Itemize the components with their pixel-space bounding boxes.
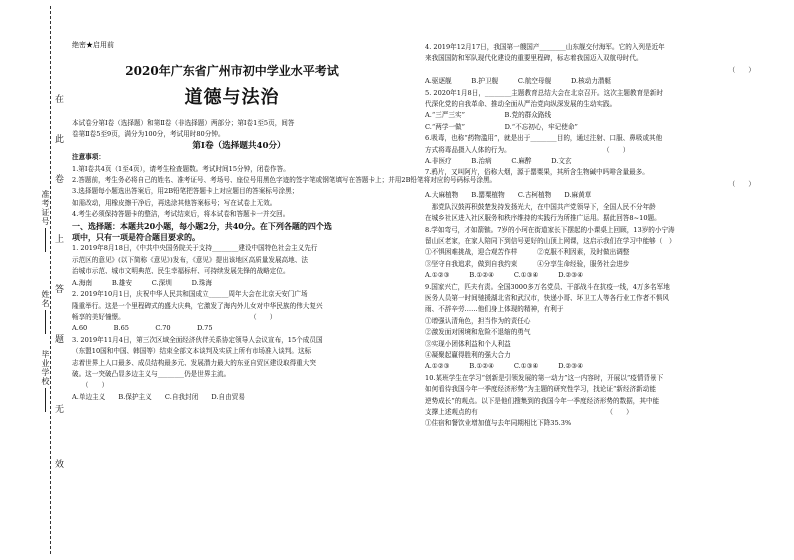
field-label: 准考证号 bbox=[41, 190, 50, 226]
text-line: 代深化党的自我革命、推动全面从严治党向纵深发展的生动实践。 bbox=[425, 100, 617, 109]
options-line: A.单边主义 B.保护主义 C.自我封闭 D.自由贸易 bbox=[72, 392, 245, 401]
options-line: A.①②③ B.①②④ C.①③④ D.②③④ bbox=[425, 362, 584, 371]
options-line: A.①②③ B.①②④ C.①③④ D.②③④ bbox=[425, 271, 584, 280]
subject-title: 道德与法治 bbox=[184, 87, 280, 108]
text-line: 9.国家兴亡，匹夫有责。全国3000多万名党员、干部战斗在抗疫一线，4万多名军地 bbox=[425, 282, 670, 291]
options-line: A.大麻植物 B.罂粟植物 C.古柯植物 D.麻黄草 bbox=[425, 191, 592, 200]
text-line: ②激发面对困境和危险不退缩的勇气 bbox=[425, 328, 531, 337]
text-line: ①增强认清角色，担当作为的责任心 bbox=[425, 316, 531, 325]
text-line: 方式将毒品摄入人体的行为。 （ ） bbox=[425, 145, 630, 154]
text-line: 来我国国防和军队现代化建设的重要里程碑，标志着我国迈入双航母时代。 bbox=[425, 54, 643, 63]
text-line: 5. 2020年1月8日，________主题教育总结大会在北京召开。这次主题教育是新时 bbox=[425, 88, 663, 97]
text-line: 畅享的美好憧憬。 （ ） bbox=[72, 312, 277, 321]
text-line: （ ） bbox=[72, 381, 109, 390]
options-line: A.海南 B.雄安 C.深圳 D.珠海 bbox=[72, 278, 212, 287]
text-line: 逆势成长”的观点。以下是他们搜集到的我国今年一季度经济形势的数据，其中能 bbox=[425, 396, 660, 405]
text-line: C.“两学一做” D.“不忘初心，牢记使命” bbox=[425, 122, 578, 131]
text-line: （ ） bbox=[728, 65, 755, 74]
binding-char: 答 bbox=[55, 285, 65, 295]
secret-mark: 绝密★启用前 bbox=[72, 41, 114, 49]
text-line: 隆重举行。这是一个里程碑式的盛大庆典，它激发了海内外儿女对中华民族的伟大复兴 bbox=[72, 301, 323, 310]
text-line: 那党队汉鼓再积鼓楚发持发扬光大，在中国共产党领导下，全国人民不分年龄 bbox=[425, 202, 656, 211]
binding-char: 上 bbox=[55, 235, 65, 245]
field-exam-id bbox=[40, 190, 51, 252]
text-line: 7.鸦片，又叫阿片，俗称大烟，源于罂粟果，其所含生物碱中吗啡含量最多。 bbox=[425, 168, 649, 177]
text-line: 治城市示范、城市文明典范、民生幸福标杆、可持续发展先锋的战略定位。 bbox=[72, 267, 290, 276]
field-label: 毕业学校 bbox=[41, 350, 50, 386]
text-line: ①不惧困难挑战，迎合观苦作样 ②克服不利因素，及时做出调整 bbox=[425, 248, 630, 257]
text-line: 6.吸毒，也称“药物滥用”，就是出于________目的，通过注射、口服、鼻吸或其他 bbox=[425, 134, 663, 143]
text-line: 3.选择题每小题选出答案后，用2B铅笔把答题卡上对应题目的答案标号涂黑； bbox=[72, 187, 299, 196]
text-line: ③坚守自我追求，做到自我约束 ④分享生命经验，服务社会进步 bbox=[425, 259, 630, 268]
text-line: 8.学如弯弓，才如箭镞。7岁的小珂在街道家长下摆起的小课桌上回顾，13岁的小宁涛 bbox=[425, 225, 675, 234]
binding-char: 效 bbox=[55, 460, 65, 470]
binding-char: 题 bbox=[55, 335, 65, 345]
options-line: A.驱逐舰 B.护卫舰 C.航空母舰 D.核动力潜艇 bbox=[425, 77, 612, 86]
text-line: 留山区老家，在家人陪同下到信号更好的山顶上网课，这启示我们在学习中能够（ ） bbox=[425, 236, 676, 245]
text-line: （ ） bbox=[728, 179, 755, 188]
text-line: A.“三严三实” B.党的群众路线 bbox=[425, 111, 552, 120]
text-line: 卷第Ⅱ卷5至9页，满分为100分，考试用时80分钟。 bbox=[72, 130, 225, 139]
text-line: （东盟10国和中国、韩国等）结束全部文本谈判及实质上所有市场准入谈判。这标 bbox=[72, 347, 312, 356]
text-line: 示范区的意见》(以下简称《意见》)发布，《意见》提出该地区高质量发展高地、法 bbox=[72, 255, 308, 264]
binding-char: 在 bbox=[55, 95, 65, 105]
text-line: 一、选择题：本题共20小题，每小题2分，共40分。在下列各题的四个选 bbox=[72, 220, 332, 231]
binding-char: 卷 bbox=[55, 175, 65, 185]
text-line: 4. 2019年12月17日，我国第一艘国产________山东舰交付海军。它的入列是近年 bbox=[425, 43, 665, 51]
text-line: 本试卷分第Ⅰ卷（选择题）和第Ⅱ卷（非选择题）两部分；第Ⅰ卷1至5页，间答 bbox=[72, 119, 295, 127]
options-line: A.非医疗 B.治病 C.麻醉 D.文玄 bbox=[425, 157, 572, 166]
binding-strip bbox=[0, 0, 66, 560]
text-line: 2.答题前，考生务必将自己的姓名、准考证号、考场号、座位号用黑色字迹的签字笔或钢笔填写在答题卡上；并用2B铅笔将对应的号码标号涂黑。 bbox=[72, 176, 497, 185]
text-line: 如何看待我国今年一季度经济形势”为主题的研究性学习，找论证“新经济新动能 bbox=[425, 385, 656, 394]
text-line: 雨、不辞辛劳……他们身上体现的精神，有利于 bbox=[425, 305, 564, 314]
text-line: ④凝聚起赢得胜利的强大合力 bbox=[425, 350, 511, 359]
text-line: 志着世界上人口最多、成员结构最多元、发展潜力最大的东亚自贸区建设取得重大突 bbox=[72, 358, 316, 367]
text-line: 第Ⅰ卷（选择题共40分） bbox=[192, 140, 286, 151]
exam-title: 2020年广东省广州市初中学业水平考试 bbox=[125, 64, 339, 78]
text-line: ③实现小团体利益和个人利益 bbox=[425, 339, 511, 348]
text-line: 破。这一突破凸显多边主义与________仍是世界主流。 bbox=[72, 369, 231, 378]
text-line: 在城乡社区进入社区服务和秩序维持的实践行为所推广运用。据此回答8~10题。 bbox=[425, 214, 661, 223]
text-line: 如需改动，用橡皮擦干净后，再选涂其他答案标号；写在试卷上无效。 bbox=[72, 198, 277, 207]
text-line: 1.第Ⅰ卷共4页（1至4页），请考生检查题数。考试时间15分钟，闭卷作答。 bbox=[72, 164, 290, 173]
text-line: 10.某班学生在学习“创新是引领发展的第一动力”这一内容时，开展以“疫情背景下 bbox=[425, 373, 664, 382]
field-school bbox=[40, 350, 51, 412]
right-text bbox=[425, 42, 775, 430]
binding-char: 此 bbox=[55, 135, 65, 145]
field-label: 姓名 bbox=[41, 290, 50, 308]
text-line: 2. 2019年10月1日，庆祝中华人民共和国成立______周年大会在北京天安门广场 bbox=[72, 290, 308, 299]
binding-char: 无 bbox=[55, 405, 65, 415]
text-line: 项中，只有一项是符合题目要求的。 bbox=[72, 232, 200, 243]
text-line: ①住宿和餐饮业增加值与去年同期相比下降35.3% bbox=[425, 419, 572, 428]
field-name bbox=[40, 290, 51, 334]
text-line: 3. 2019年11月4日，第三次区域全面经济伙伴关系协定领导人会议宣布，15个成员国 bbox=[72, 335, 323, 344]
text-line: 1. 2019年8月18日，《中共中央国务院关于支持________建设中国特色社会主义先行 bbox=[72, 244, 318, 253]
text-line: 注意事项： bbox=[72, 153, 105, 162]
text-line: 支撑上述观点的有 （ ） bbox=[425, 408, 633, 416]
binding-line bbox=[50, 6, 51, 554]
text-line: 4.考生必须保持答题卡的整洁，考试结束后，将本试卷和答题卡一并交回。 bbox=[72, 210, 290, 219]
options-line: A.60 B.65 C.70 D.75 bbox=[72, 324, 213, 333]
text-line: 医务人员第一时间驰援湖北省和武汉市，快递小哥、环卫工人等各行业工作者不惧风 bbox=[425, 293, 669, 302]
